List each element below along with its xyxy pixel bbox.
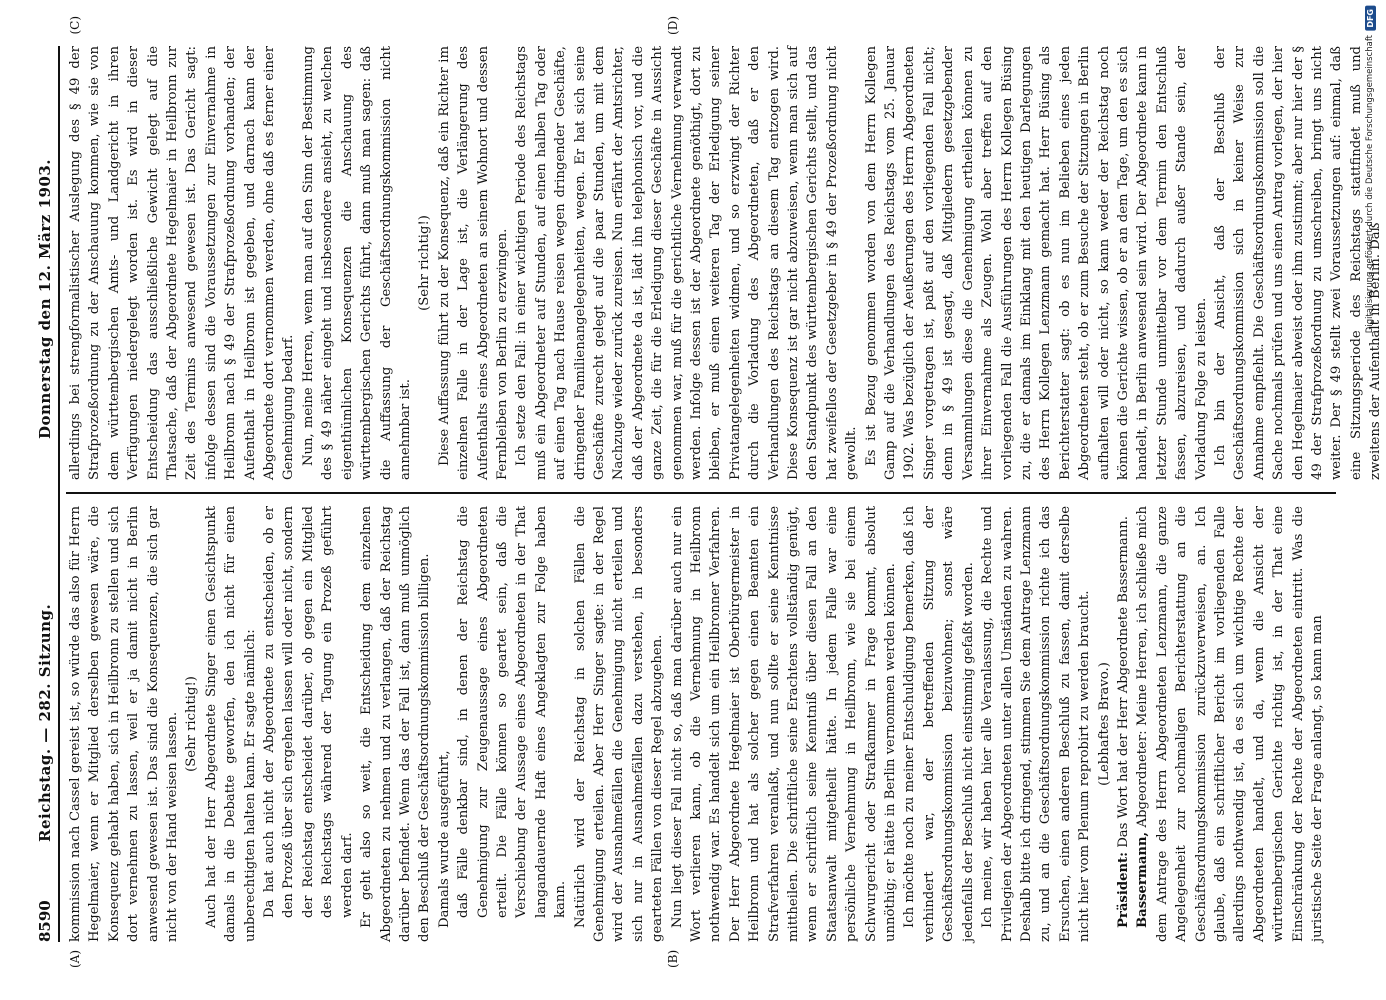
paragraph: kommission nach Cassel gereist ist, so würde das also für Herrn Hegelmaier, wenn er Mitglied derselben gewesen wäre, die Konsequenz gehabt haben, sich in Heilbronn zu stellen und sich dort vernehmen zu lassen, weil er ja damit nicht in Berlin anwesend gewesen ist. Das sind die Konsequenzen, die sich gar nicht von der Hand weisen lassen. <box>68 506 181 942</box>
paragraph: Ich setze den Fall: in einer wichtigen Periode des Reichstags muß ein Abgeordneter auf Stunden, auf einen halben Tag oder auf einen Tag nach Hause reisen wegen dringender Geschäfte, dringender Familienangelegenheiten, wegen. Er hat sich seine Geschäfte zurecht gelegt auf die paar Stunden, um mit dem Nachzuge wieder zurück zureisen. Nun erfährt der Amtsrichter, daß der Abgeordnete da ist, lädt ihn telephonisch vor, und die ganze Zeit, die für die Erledigung dieser Geschäfte in Aussicht genommen war, muß für die gerichtliche Vernehmung verwandt werden. Infolge dessen ist der Abgeordnete genöthigt, dort zu bleiben, er muß einen weiteren Tag der Erledigung seiner Privatangelegenheiten widmen, und so erzwingt der Richter durch die Vorladung des Abgeordneten, daß er den Verhandlungen des Reichstags an diesem Tag entzogen wird. Diese Konsequenz ist gar nicht abzuweisen, wenn man sich auf den Standpunkt des württembergischen Gerichts stellt, und das hat zweifellos der Gesetzgeber in § 49 der Prozeßordnung nicht gewollt. <box>514 46 860 480</box>
margin-mark-a: (A) <box>68 949 82 968</box>
paragraph: allerdings bei strengformalistischer Auslegung des § 49 der Strafprozeßordnung zu der Anschauung kommen, wie sie von dem württembergischen Amts- und Landgericht in ihren Verfügungen niedergelegt worden ist. Es wird in dieser Entscheidung das ausschließliche Gewicht gelegt auf die Thatsache, daß der Abgeordnete Hegelmaier in Heilbronn zur Zeit des Termins anwesend gewesen ist. Das Gericht sagt: infolge dessen sind die Voraussetzungen zur Einvernahme in Heilbronn nach § 49 der Strafprozeßordnung vorhanden; der Aufenthalt in Heilbronn ist gegeben, und darnach kann der Abgeordnete dort vernommen werden, ohne daß es ferner einer Genehmigung bedarf. <box>68 46 297 480</box>
funding-text: Digitalisierung gefördert durch die Deutsche Forschungsgemeinschaft <box>1365 34 1375 333</box>
page-header <box>36 46 60 942</box>
paragraph: Diese Auffassung führt zu der Konsequenz, daß ein Richter im einzelnen Falle in der Lage ist, die Verlängerung des Aufenthalts eines Abgeordneten an seinem Wohnort und dessen Fernbleiben von Berlin zu erzwingen. <box>436 46 510 480</box>
quotation: Da hat auch nicht der Abgeordnete zu entscheiden, ob er den Prozeß über sich ergehen lassen will oder nicht, sondern der Reichstag entscheidet darüber, ob gegen ein Mitglied des Reichstags während der Tagung ein Prozeß geführt werden darf. <box>262 506 355 918</box>
paragraph: Nun, meine Herren, wenn man auf den Sinn der Bestimmung des § 49 näher eingeht und insbesondere ansieht, zu welchen eigenthümlichen Konsequenzen die Anschauung des württembergischen Gerichts führt, dann muß man sagen: daß die Auffassung der Geschäftsordnungskommission nicht annehmbar ist. <box>300 46 413 480</box>
interjection: (Lebhaftes Bravo.) <box>1096 662 1112 786</box>
speech-text: Abgeordneter: Meine Herren, ich schließe mich dem Antrage des Herrn Abgeordneten Lenzmann, die ganze Angelegenheit zur nochmaligen Berichterstattung an die Geschäftsordnungskommission zurückzuverweisen, an. Ich glaube, daß ein schriftlicher Bericht im vorliegenden Falle allerdings nothwendig ist, da es sich um wichtige Rechte der Abgeordneten handelt, und da, wenn die Ansicht der württembergischen Gerichte richtig ist, in der That eine Einschränkung der Rechte der Abgeordneten eintritt. Was die juristische Seite der Frage anlangt, so kann man <box>1135 506 1325 942</box>
margin-mark-d: (D) <box>666 16 680 35</box>
paragraph: Ich möchte noch zu meiner Entschuldigung bemerken, daß ich verhindert war, der betreffenden Sitzung der Geschäftsordnungskommission beizuwohnen; sonst wäre jedenfalls der Beschluß nicht einstimmig gefaßt worden. <box>902 506 976 942</box>
speaker-paragraph <box>1133 506 1327 942</box>
header-session-title: Reichstag. — 282. Sitzung. <box>36 603 54 842</box>
interjection: (Sehr richtig!) <box>184 676 200 772</box>
page-number: 8590 <box>36 900 54 942</box>
speech-text: Das Wort hat der Herr Abgeordnete Bassermann. <box>1115 516 1131 848</box>
speaker-name: Bassermann, <box>1135 831 1151 928</box>
paragraph: Damals wurde ausgeführt, <box>436 750 452 928</box>
paragraph: Natürlich wird der Reichstag in solchen Fällen die Genehmigung erteilen. Aber Herr Singer sagte: in der Regel wird der Ausnahmefällen die Genehmigung nicht erteilen und sich nur in Ausnahmefällen dazu verstehen, in besonders gearteten Fällen von dieser Regel abzugehen. <box>572 506 666 942</box>
speaker-paragraph <box>1114 506 1133 942</box>
margin-mark-c: (C) <box>68 16 82 35</box>
paragraph: Ich bin der Ansicht, daß der Beschluß der Geschäftsordnungskommission sich in keiner Weise zur Annahme empfiehlt. Die Geschäftsordnungskommission soll die Sache nochmals prüfen und uns einen Antrag vorlegen, der hier den Hegelmaier abweist oder ihm zustimmt; aber nur hier der § 49 der Strafprozeßordnung zu umschreiben, bringt uns nicht weiter. Der § 49 stellt zwei Voraussetzungen auf: einmal, daß eine Sitzungsperiode des Reichstags stattfindet muß und zweitens der Aufenthalt in Berlin. Daß <box>1212 46 1384 480</box>
paragraph: Nun liegt dieser Fall nicht so, daß man darüber auch nur ein Wort verlieren kann, ob die Vernehmung in Heilbronn nothwendig war. Es handelt sich um ein Heilbronner Verfahren. Der Herr Abgeordnete Hegelmaier ist Oberbürgermeister in Heilbronn und hat als solcher gegen einen Beamten ein Strafverfahren veranlaßt, und nun sollte er seine Kenntnisse mittheilen. Die schriftliche seine Erachtens vollständig genügt, wenn er schriftlich seine Kenntniß über diesen Fall an den Staatsanwalt mitgetheilt hätte. In jedem Falle war eine persönliche Vernehmung in Heilbronn, wie sie bei einem Schwurgericht oder Strafkammer in Frage kommt, absolut unnöthig; er hätte in Berlin vernommen werden können. <box>669 506 899 942</box>
paragraph: Ich meine, wir haben hier alle Veranlassung, die Rechte und Privilegien der Abgeordneten unter allen Umständen zu wahren. Deshalb bitte ich dringend, stimmen Sie dem Antrage Lenzmann zu, und an die Geschäftsordnungskommission richte ich das Ersuchen, einen anderen Beschluß zu fassen, damit derselbe nicht hier vom Plenum reprobirt zu werden braucht. <box>980 506 1093 942</box>
margin-mark-b: (B) <box>666 949 680 968</box>
paragraph: Auch hat der Herr Abgeordnete Singer einen Gesichtspunkt damals in die Debatte geworfen, den ich nicht für einen unberechtigten halten kann. Er sagte nämlich: <box>203 506 258 942</box>
header-date-title: Donnerstag den 12. März 1903. <box>36 159 54 439</box>
left-column <box>66 494 1336 942</box>
dfg-logo: DFG <box>1365 6 1376 31</box>
speaker-name: Präsident: <box>1115 851 1131 928</box>
quotation: daß Fälle denkbar sind, in denen der Reichstag die Genehmigung zur Zeugenaussage eines Abgeordneten erteilt. Die Fälle können so geartet sein, daß die Verschiebung der Aussage eines Abgeordneten in der That langandauernde Haft eines Angeklagten zur Folge haben kann. <box>456 506 569 918</box>
paragraph: Es ist Bezug genommen worden von dem Herrn Kollegen Gamp auf die Verhandlungen des Reichstags vom 25. Januar 1902. Was bezüglich der Aeußerungen des Herrn Abgeordneten Singer vorgetragen ist, paßt auf den vorliegenden Fall nicht; denn in § 49 ist gesagt, daß Mitgliedern gesetzgebender Versammlungen diese die Genehmigung ertheilen können zu ihrer Einvernahme als Zeugen. Wohl aber treffen auf den vorliegenden Fall die Ausführungen des Herrn Kollegen Büsing zu, die er damals im Einklang mit den heutigen Darlegungen des Herrn Kollegen Lenzmann gemacht hat. Herr Büsing als Berichterstatter sagt: ob es nun im Belieben eines jeden Abgeordneten steht, ob er zum Besuche der Sitzungen in Berlin aufhalten will oder nicht, so kann weder der Reichstag noch können die Gerichte wissen, ob er an dem Tage, um den es sich handelt, in Berlin anwesend sein wird. Der Abgeordnete kann in letzter Stunde unmittelbar vor dem Termin den Entschluß fassen, abzureisen, und dadurch außer Stande sein, der Vorladung Folge zu leisten. <box>863 46 1209 480</box>
interjection: (Sehr richtig!) <box>417 215 433 311</box>
paragraph: Er geht also so weit, die Entscheidung dem einzelnen Abgeordneten zu nehmen und zu verlangen, daß der Reichstag darüber befindet. Wenn das der Fall ist, dann muß unmöglich den Beschluß der Geschäftsordnungskommission billigen. <box>359 506 433 942</box>
